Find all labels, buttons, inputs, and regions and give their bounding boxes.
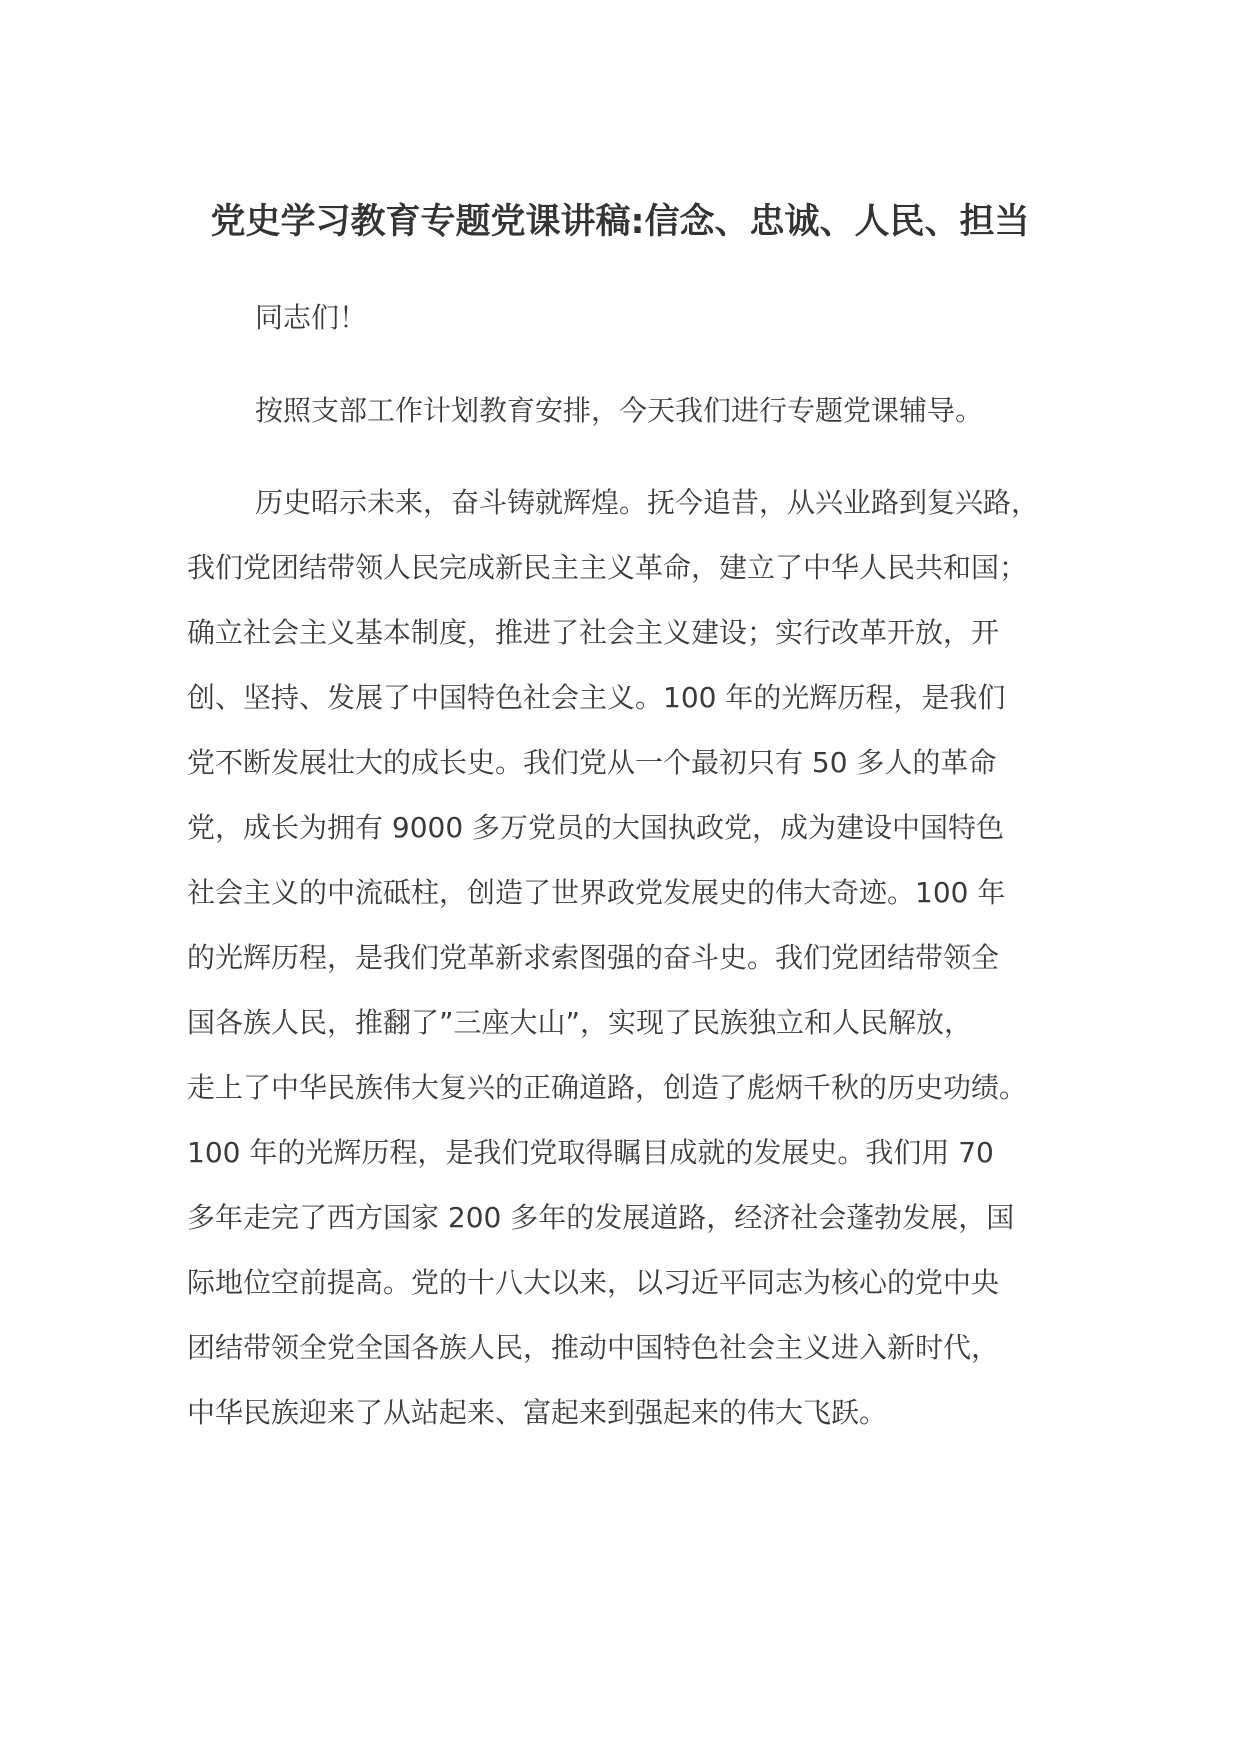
body-line: 团结带领全党全国各族人民，推动中国特色社会主义进入新时代， <box>187 1331 1000 1364</box>
body-line: 历史昭示未来，奋斗铸就辉煌。抚今追昔，从兴业路到复兴路， <box>255 486 1040 519</box>
intro-paragraph: 按照支部工作计划教育安排，今天我们进行专题党课辅导。 <box>255 394 984 427</box>
body-line: 确立社会主义基本制度，推进了社会主义建设；实行改革开放，开 <box>187 616 1000 649</box>
body-line: 走上了中华民族伟大复兴的正确道路，创造了彪炳千秋的历史功绩。 <box>187 1071 1028 1104</box>
body-line: 100 年的光辉历程，是我们党取得瞩目成就的发展史。我们用 70 <box>187 1136 994 1169</box>
body-line: 社会主义的中流砥柱，创造了世界政党发展史的伟大奇迹。100 年 <box>187 876 1006 909</box>
body-line: 多年走完了西方国家 200 多年的发展道路，经济社会蓬勃发展，国 <box>187 1201 1015 1234</box>
body-line: 党，成长为拥有 9000 多万党员的大国执政党，成为建设中国特色 <box>187 811 1005 844</box>
greeting-paragraph: 同志们！ <box>255 301 368 334</box>
body-paragraph <box>187 483 1081 1458</box>
body-line: 国各族人民，推翻了”三座大山”，实现了民族独立和人民解放， <box>187 1006 973 1039</box>
body-line: 创、坚持、发展了中国特色社会主义。100 年的光辉历程，是我们 <box>187 681 1006 714</box>
body-line: 的光辉历程，是我们党革新求索图强的奋斗史。我们党团结带领全 <box>187 941 1000 974</box>
body-line: 中华民族迎来了从站起来、富起来到强起来的伟大飞跃。 <box>187 1396 888 1429</box>
body-line: 际地位空前提高。党的十八大以来，以习近平同志为核心的党中央 <box>187 1266 1000 1299</box>
document-title: 党史学习教育专题党课讲稿:信念、忠诚、人民、担当 <box>210 202 1030 242</box>
body-line: 我们党团结带领人民完成新民主主义革命，建立了中华人民共和国； <box>187 551 1028 584</box>
body-line: 党不断发展壮大的成长史。我们党从一个最初只有 50 多人的革命 <box>187 746 997 779</box>
